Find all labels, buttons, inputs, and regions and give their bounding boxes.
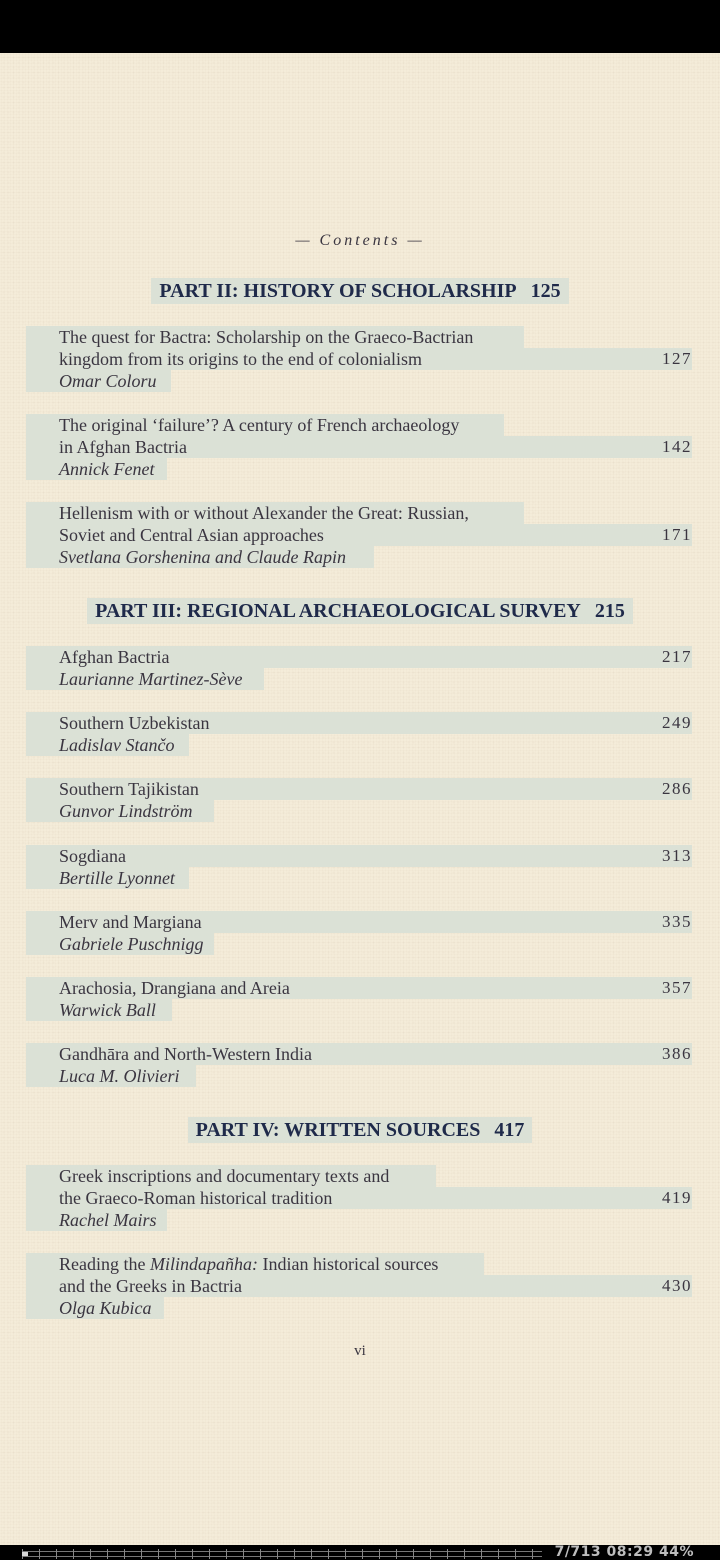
- part-heading-iii[interactable]: [0, 600, 720, 623]
- top-black-bar: [0, 0, 720, 53]
- chapter-author: Warwick Ball: [26, 999, 172, 1021]
- chapter-author: Rachel Mairs: [26, 1209, 167, 1231]
- chapter-author: Omar Coloru: [26, 370, 171, 392]
- part-title: PART IV: WRITTEN SOURCES: [195, 1119, 481, 1141]
- page-number: 335: [662, 912, 692, 931]
- title-suffix: Indian historical sources: [257, 1254, 439, 1274]
- part-title: PART III: REGIONAL ARCHAEOLOGICAL SURVEY: [95, 600, 581, 622]
- chapter-title-line: Afghan Bactria: [26, 646, 692, 668]
- page-number: 419: [662, 1188, 692, 1207]
- chapter-title-line: Greek inscriptions and documentary texts and: [26, 1165, 436, 1187]
- chapter-title-line: Southern Tajikistan: [26, 778, 692, 800]
- chapter-title-line: Soviet and Central Asian approaches: [26, 524, 692, 546]
- chapter-author: Bertille Lyonnet: [26, 867, 189, 889]
- page-number: 249: [662, 713, 692, 732]
- chapter-title-line: Arachosia, Drangiana and Areia: [26, 977, 692, 999]
- chapter-title-line: Merv and Margiana: [26, 911, 692, 933]
- part-page: 215: [594, 600, 625, 622]
- page-number: 430: [662, 1276, 692, 1295]
- page-number: 313: [662, 846, 692, 865]
- chapter-ticks: [22, 1549, 542, 1559]
- chapter-title-line: and the Greeks in Bactria: [26, 1275, 692, 1297]
- part-heading-ii[interactable]: [0, 280, 720, 303]
- chapter-title-line: kingdom from its origins to the end of colonialism: [26, 348, 692, 370]
- chapter-title-line: [26, 1253, 484, 1275]
- chapter-author: Gabriele Puschnigg: [26, 933, 214, 955]
- progress-fill: [22, 1552, 28, 1556]
- status-text: [555, 1544, 694, 1560]
- chapter-title-line: Southern Uzbekistan: [26, 712, 692, 734]
- chapter-title-line: The quest for Bactra: Scholarship on the Graeco-Bactrian: [26, 326, 524, 348]
- page-number: 357: [662, 978, 692, 997]
- part-page: 125: [530, 280, 561, 302]
- page-position: 7/713: [554, 1544, 602, 1560]
- clock-time: 08:29: [606, 1544, 654, 1560]
- chapter-title-line: Gandhāra and North-Western India: [26, 1043, 692, 1065]
- chapter-title-line: Hellenism with or without Alexander the Great: Russian,: [26, 502, 524, 524]
- chapter-author: Gunvor Lindström: [26, 800, 214, 822]
- chapter-author: Ladislav Stančo: [26, 734, 189, 756]
- running-head: — Contents —: [295, 232, 425, 249]
- page-number: 127: [662, 349, 692, 368]
- chapter-author: Annick Fenet: [26, 458, 167, 480]
- part-title: PART II: HISTORY OF SCHOLARSHIP: [159, 280, 517, 302]
- battery-level: 44%: [658, 1544, 694, 1560]
- page-number: 142: [662, 437, 692, 456]
- part-page: 417: [494, 1119, 525, 1141]
- chapter-title-line: in Afghan Bactria: [26, 436, 692, 458]
- page-number: 286: [662, 779, 692, 798]
- folio-page-number: vi: [354, 1343, 366, 1359]
- page-number: 386: [662, 1044, 692, 1063]
- chapter-author: Svetlana Gorshenina and Claude Rapin: [26, 546, 374, 568]
- reader-status-bar: [0, 1545, 720, 1560]
- page-number: 171: [662, 525, 692, 544]
- title-italic: Milindapañha:: [149, 1254, 258, 1274]
- reading-progress-bar[interactable]: [22, 1551, 542, 1557]
- chapter-title-line: Sogdiana: [26, 845, 692, 867]
- chapter-author: Luca M. Olivieri: [26, 1065, 196, 1087]
- part-heading-iv[interactable]: [0, 1119, 720, 1142]
- page-number: 217: [662, 647, 692, 666]
- chapter-title-line: the Graeco-Roman historical tradition: [26, 1187, 692, 1209]
- chapter-title-line: The original ‘failure’? A century of French archaeology: [26, 414, 504, 436]
- chapter-author: Laurianne Martinez-Sève: [26, 668, 264, 690]
- title-prefix: Reading the: [59, 1254, 150, 1274]
- chapter-author: Olga Kubica: [26, 1297, 164, 1319]
